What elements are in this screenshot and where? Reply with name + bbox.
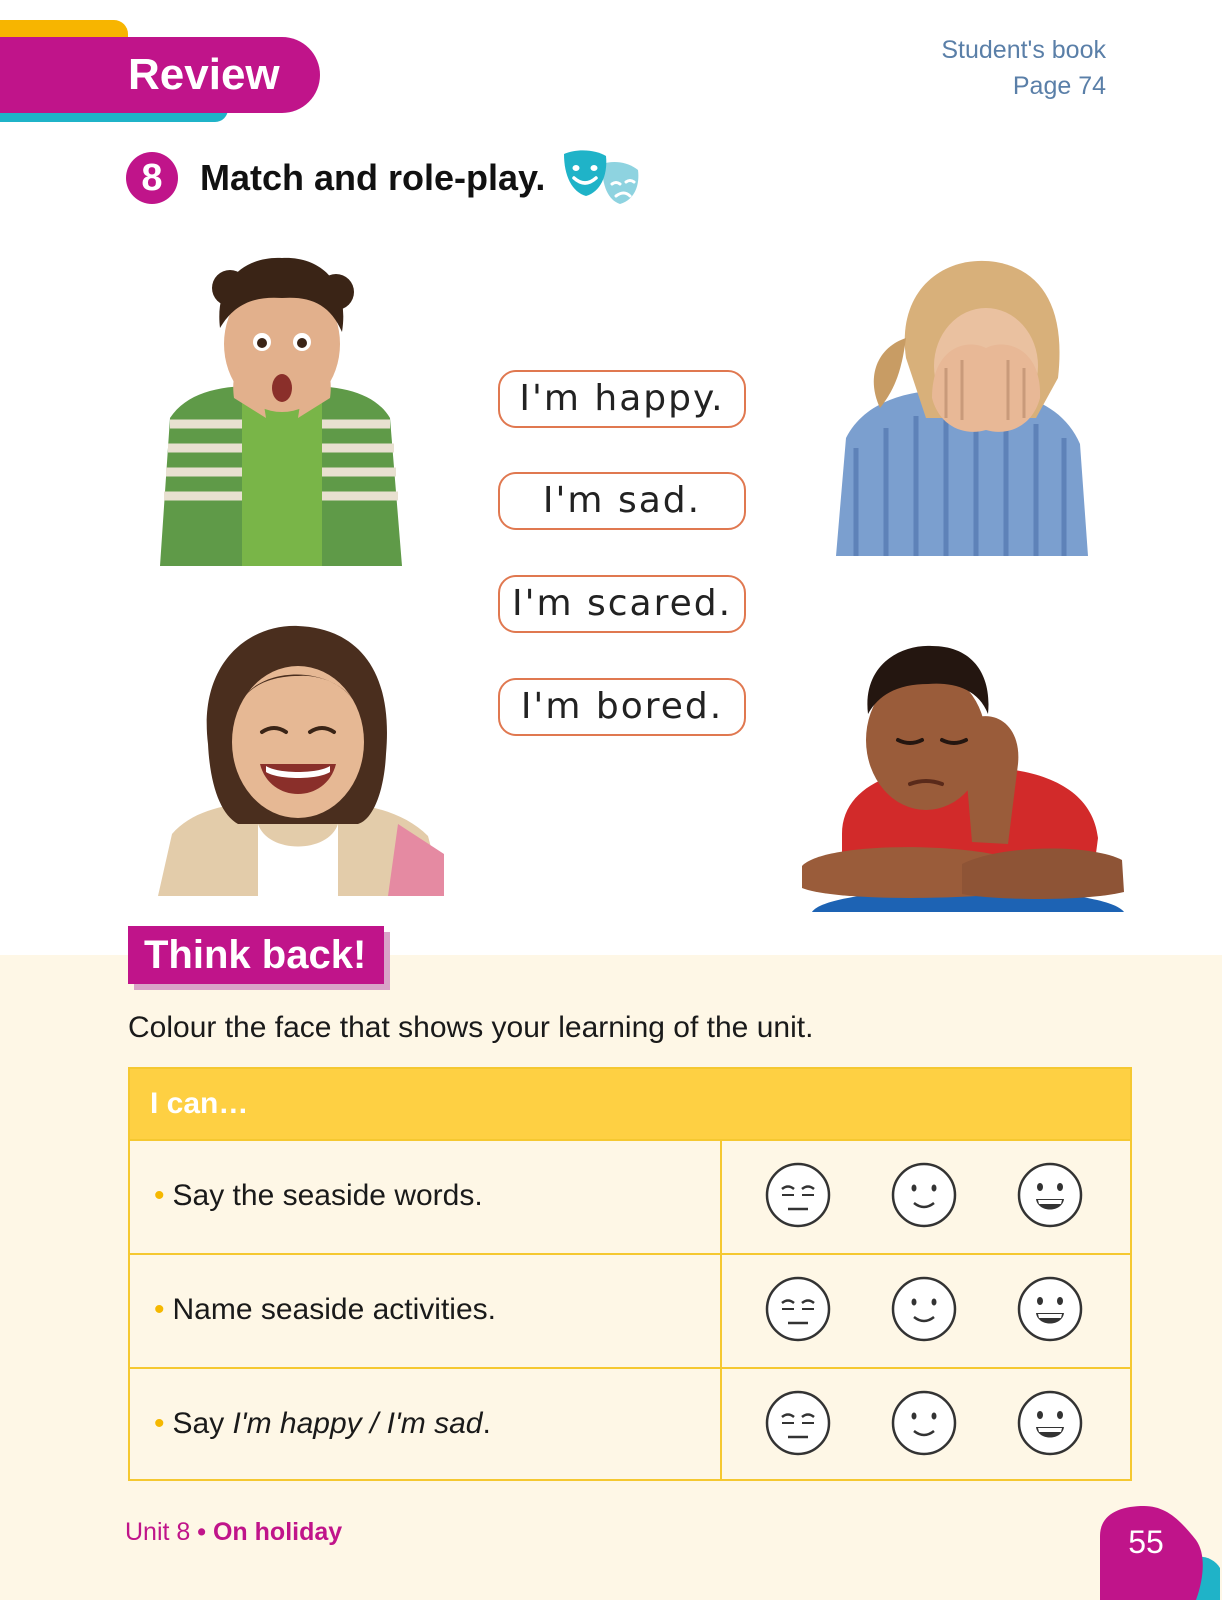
photo-scared-boy	[150, 248, 412, 566]
row-text-prefix: Name seaside activities.	[172, 1293, 496, 1326]
table-header: I can…	[130, 1069, 1130, 1141]
face-options	[724, 1139, 1130, 1253]
row-text-prefix: Say the seaside words.	[172, 1179, 483, 1212]
smile-face-icon[interactable]	[890, 1161, 958, 1229]
meh-face-icon[interactable]	[764, 1161, 832, 1229]
self-assessment-table	[128, 1067, 1132, 1481]
table-row	[130, 1367, 1130, 1481]
row-text-suffix: .	[482, 1407, 491, 1440]
smile-face-icon[interactable]	[890, 1389, 958, 1457]
grin-face-icon[interactable]	[1016, 1161, 1084, 1229]
page-number: 55	[1128, 1524, 1164, 1560]
think-back-instruction: Colour the face that shows your learning of the unit.	[128, 1011, 814, 1044]
footer-unit-label: Unit 8	[125, 1518, 191, 1546]
phrase-box-happy: I'm happy.	[498, 370, 746, 428]
meh-face-icon[interactable]	[764, 1275, 832, 1343]
phrase-box-sad: I'm sad.	[498, 472, 746, 530]
table-row	[130, 1139, 1130, 1255]
exercise-title: Match and role-play.	[200, 157, 546, 198]
footer-unit	[125, 1516, 342, 1548]
photo-sad-girl	[836, 248, 1088, 556]
photo-happy-girl	[158, 624, 444, 896]
bullet: •	[154, 1293, 165, 1326]
table-row	[130, 1253, 1130, 1369]
row-statement	[130, 1253, 722, 1367]
phrase-box-bored: I'm bored.	[498, 678, 746, 736]
row-statement	[130, 1367, 722, 1481]
book-reference-page: Page 74	[1012, 72, 1106, 100]
phrase-box-scared: I'm scared.	[498, 575, 746, 633]
drama-masks-icon	[562, 146, 652, 216]
row-statement	[130, 1139, 722, 1253]
think-back-title: Think back!	[128, 926, 384, 984]
row-text-italic: I'm happy / I'm sad	[232, 1407, 483, 1440]
smile-face-icon[interactable]	[890, 1275, 958, 1343]
meh-face-icon[interactable]	[764, 1389, 832, 1457]
row-text-prefix: Say	[172, 1407, 233, 1440]
exercise-number: 8	[126, 152, 178, 204]
face-options	[724, 1253, 1130, 1367]
book-reference-title: Student's book	[941, 36, 1106, 64]
face-options	[724, 1367, 1130, 1481]
footer-unit-title: On holiday	[212, 1518, 343, 1546]
grin-face-icon[interactable]	[1016, 1389, 1084, 1457]
review-tab-label: Review	[128, 50, 280, 99]
grin-face-icon[interactable]	[1016, 1275, 1084, 1343]
book-reference	[941, 32, 1106, 104]
bullet: •	[154, 1407, 165, 1440]
footer-separator: •	[197, 1518, 207, 1546]
bullet: •	[154, 1179, 165, 1212]
photo-bored-boy	[802, 644, 1132, 912]
